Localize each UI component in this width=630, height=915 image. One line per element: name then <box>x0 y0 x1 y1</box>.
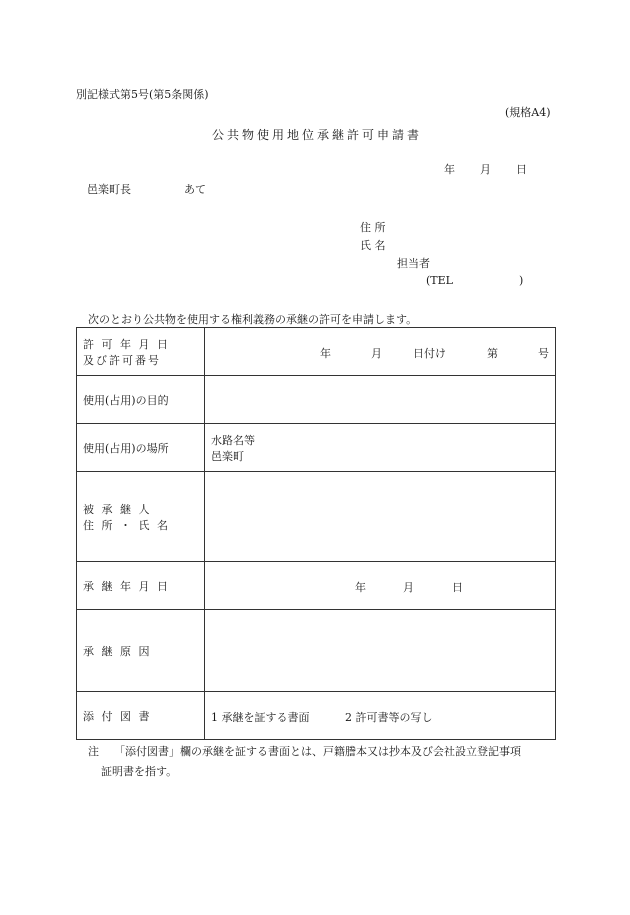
paper-size: (規格A4) <box>505 106 551 119</box>
label-line: 住 所 ・ 氏 名 <box>83 518 170 532</box>
date-year: 年 <box>444 163 455 176</box>
intro-text: 次のとおり公共物を使用する権利義務の承継の許可を申請します。 <box>88 313 418 326</box>
note-line: 証明書を指す。 <box>101 765 178 778</box>
table-row <box>77 610 556 692</box>
table-row <box>77 562 556 610</box>
location-line: 水路名等 <box>211 433 255 447</box>
table-row <box>77 376 556 424</box>
succession-reason-field[interactable] <box>205 610 556 692</box>
label-line: 許 可 年 月 日 <box>83 337 170 351</box>
label-line: 被 承 継 人 <box>83 502 152 516</box>
table-row <box>77 692 556 740</box>
addressee-suffix: あて <box>184 183 206 196</box>
attachment-item: 1 承継を証する書面 <box>211 711 310 724</box>
succession-date[interactable] <box>205 562 556 610</box>
permit-no-suffix: 号 <box>538 347 549 360</box>
tel-close: ) <box>519 274 524 287</box>
addressee-name: 邑楽町長 <box>87 183 131 196</box>
form-id: 別記様式第5号(第5条関係) <box>76 88 209 101</box>
permit-no-prefix: 第 <box>487 347 498 360</box>
purpose-field[interactable] <box>205 376 556 424</box>
row-label: 使用(占用)の場所 <box>77 424 205 472</box>
table-row <box>77 472 556 562</box>
permit-date-no <box>205 328 556 376</box>
attachment-item: 2 許可書等の写し <box>345 711 433 724</box>
attachments <box>205 692 556 740</box>
predecessor-field[interactable] <box>205 472 556 562</box>
name-label: 氏 名 <box>360 239 386 252</box>
row-label: 承 継 原 因 <box>77 610 205 692</box>
table-row <box>77 328 556 376</box>
permit-day: 日付け <box>413 347 446 360</box>
table-row <box>77 424 556 472</box>
row-label <box>77 328 205 376</box>
row-label: 使用(占用)の目的 <box>77 376 205 424</box>
permit-year: 年 <box>320 347 331 360</box>
location-line: 邑楽町 <box>211 449 244 463</box>
location-field[interactable] <box>205 424 556 472</box>
permit-month: 月 <box>371 347 382 360</box>
succession-day: 日 <box>452 581 463 594</box>
row-label: 添 付 図 書 <box>77 692 205 740</box>
tel-open: (TEL <box>426 274 453 287</box>
succession-year: 年 <box>355 581 366 594</box>
row-label <box>77 472 205 562</box>
form-title: 公共物使用地位承継許可申請書 <box>212 128 423 142</box>
date-month: 月 <box>480 163 491 176</box>
date-day: 日 <box>516 163 527 176</box>
address-label: 住 所 <box>360 221 386 234</box>
contact-label: 担当者 <box>397 257 430 270</box>
row-label: 承 継 年 月 日 <box>77 562 205 610</box>
note-line: 「添付図書」欄の承継を証する書面とは、戸籍謄本又は抄本及び会社設立登記事項 <box>114 745 521 758</box>
application-table <box>76 327 556 740</box>
label-line: 及び許可番号 <box>83 353 161 367</box>
succession-month: 月 <box>403 581 414 594</box>
note-marker: 注 <box>88 745 99 758</box>
